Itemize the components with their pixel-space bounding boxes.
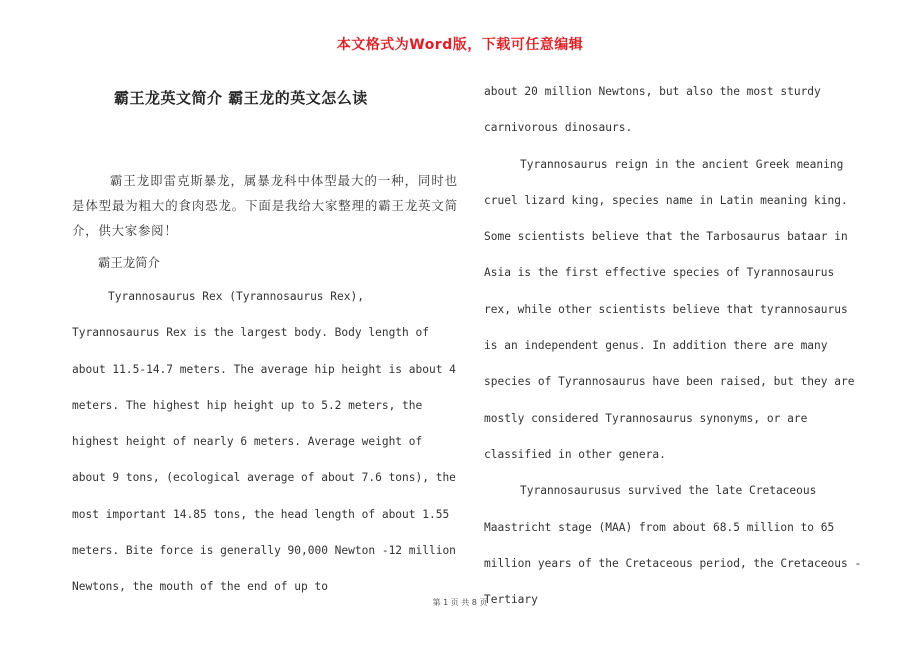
- body-paragraph-1-continued: about 20 million Newtons, but also the most sturdy carnivorous dinosaurs.: [484, 85, 821, 135]
- format-banner: 本文格式为Word版，下载可任意编辑: [336, 37, 584, 53]
- body-paragraph-2: Tyrannosaurus reign in the ancient Greek meaning cruel lizard king, species name in Latin meaning king. Some scientists believe that the Tarbosaurus bataar in Asia is the first effective species of Tyrannosaurus rex, while other scientists believe that tyrannosaurus is an independent genus. In addition there are many species of Tyrannosaurus have been raised, but they are mostly considered Tyrannosaurus synonyms, or are classified in other genera.: [484, 157, 855, 461]
- left-column: [72, 80, 458, 606]
- page-title: 霸王龙英文简介 霸王龙的英文怎么读: [114, 89, 368, 107]
- body-paragraph-1: Tyrannosaurus Rex (Tyrannosaurus Rex), Tyrannosaurus Rex is the largest body. Body length of about 11.5-14.7 meters. The average hip height is about 4 meters. The highest hip height up to 5.2 meters, the highest height of nearly 6 meters. Average weight of about 9 tons, (ecological average of about 7.6 tons), the most important 14.85 tons, the head length of about 1.55 meters. Bite force is generally 90,000 Newton -12 million Newtons, the mouth of the end of up to: [72, 290, 456, 594]
- body-paragraph-3: Tyrannosaurusus survived the late Cretaceous Maastricht stage (MAA) from about 68.5 million to 65 million years of the Cretaceous period, the Cretaceous - Tertiary: [484, 484, 862, 607]
- section-heading: 霸王龙简介: [98, 255, 160, 270]
- page-footer: 第 1 页 共 8 页: [432, 598, 488, 607]
- intro-paragraph: 霸王龙即雷克斯暴龙，属暴龙科中体型最大的一种，同时也是体型最为粗大的食肉恐龙。下面是我给大家整理的霸王龙英文简介，供大家参阅！: [72, 173, 458, 238]
- right-column: [484, 74, 862, 618]
